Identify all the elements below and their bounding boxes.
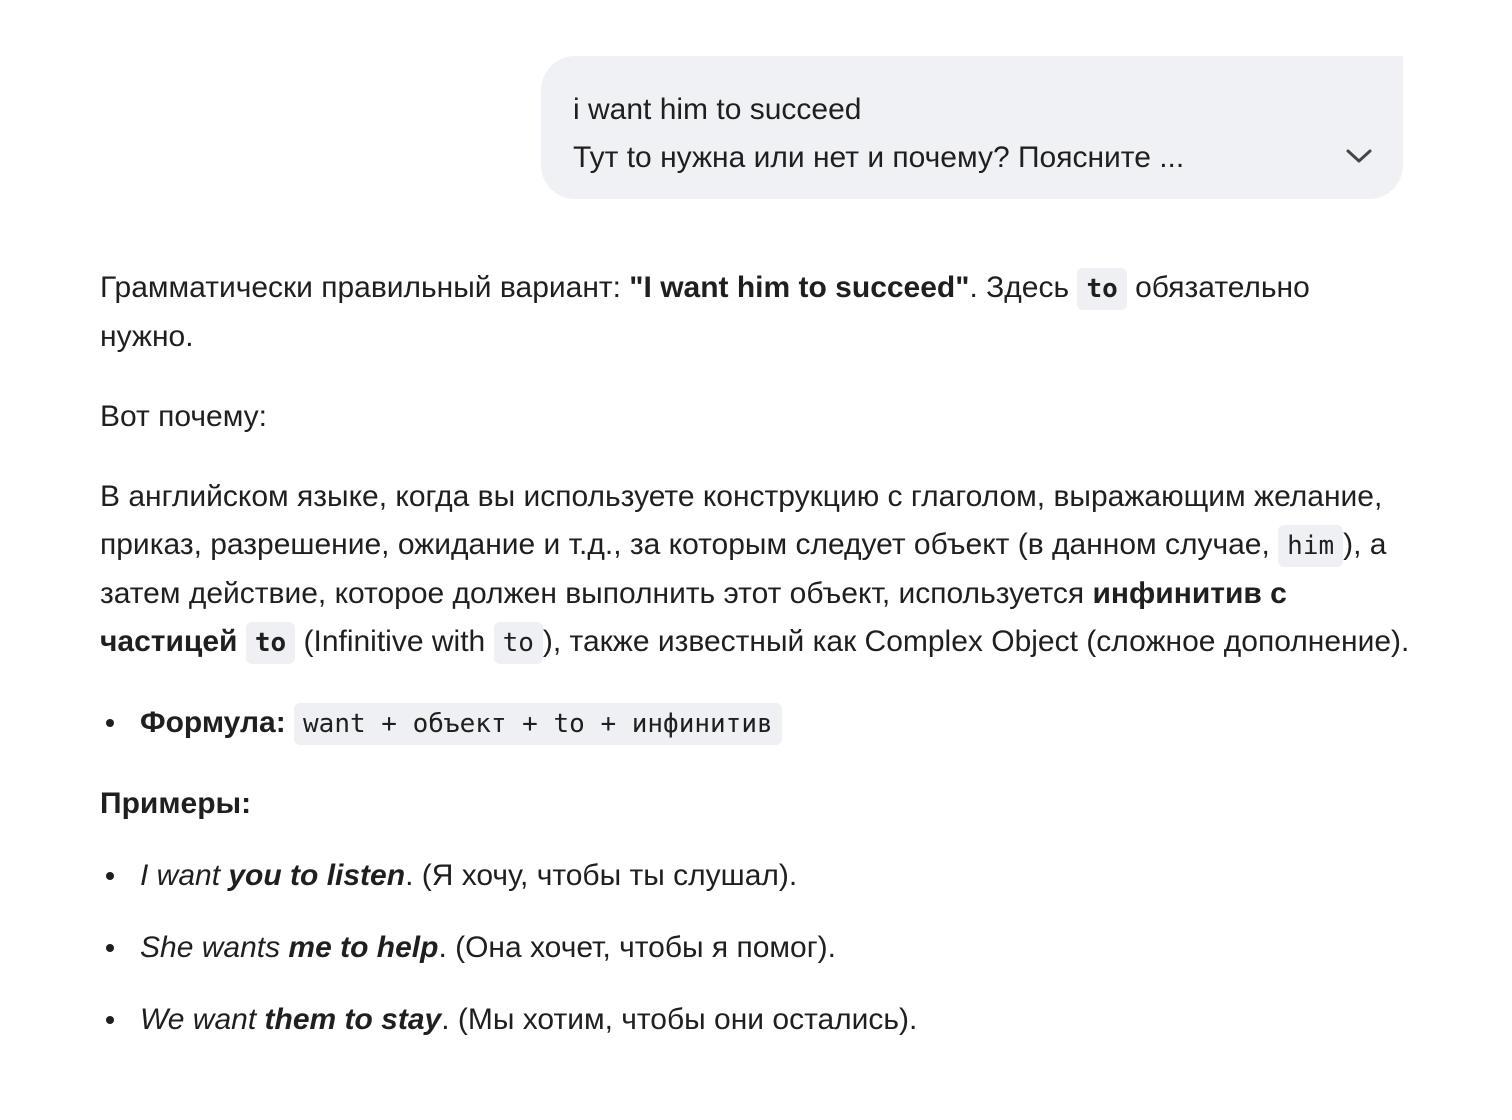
bold-text: "I want him to succeed" <box>629 271 970 304</box>
text: Грамматически правильный вариант: <box>100 271 630 304</box>
list-item <box>100 699 1410 748</box>
list-item <box>100 924 1410 972</box>
user-message-line-1: i want him to succeed <box>573 93 862 126</box>
example-italic: I want <box>140 859 229 892</box>
list-item <box>100 852 1410 900</box>
text: ), также известный как Complex Object (сложное дополнение). <box>542 625 1410 658</box>
example-bold: you to listen <box>228 859 406 892</box>
inline-code: to <box>1077 268 1126 310</box>
text: обязательно нужно. <box>100 271 1310 353</box>
user-message-bubble <box>541 56 1403 199</box>
bold-text: инфинитив с частицей <box>100 577 1287 658</box>
text: В английском языке, когда вы используете конструкцию с глаголом, выражающим желание, приказ, разрешение, ожидание и т.д., за которым следует объект (в данном случае, <box>100 480 1383 561</box>
chevron-down-icon <box>1345 147 1373 165</box>
expand-message-button[interactable] <box>1341 138 1377 174</box>
text: (Infinitive with <box>295 625 494 658</box>
inline-code: to <box>494 622 543 664</box>
examples-title: Примеры: <box>100 787 252 820</box>
formula-list <box>100 699 1410 748</box>
examples-list <box>100 852 1410 1044</box>
formula-label: Формула: <box>140 706 286 739</box>
example-bold: me to help <box>288 931 439 964</box>
text: ), а затем действие, которое должен выполнить этот объект, используется <box>100 528 1387 610</box>
bullet <box>106 944 114 952</box>
example-translation: . (Я хочу, чтобы ты слушал). <box>405 859 798 892</box>
example-translation: . (Она хочет, чтобы я помог). <box>438 931 836 964</box>
list-item <box>100 996 1410 1044</box>
bullet <box>106 1016 114 1024</box>
bullet <box>106 872 114 880</box>
inline-code: to <box>246 622 295 664</box>
example-bold: them to stay <box>264 1003 442 1036</box>
text: . Здесь <box>969 271 1078 304</box>
response-paragraph-3 <box>100 473 1410 667</box>
example-translation: . (Мы хотим, чтобы они остались). <box>441 1003 918 1036</box>
example-italic: She wants <box>140 931 289 964</box>
model-response <box>100 264 1410 1068</box>
example-italic: We want <box>140 1003 265 1036</box>
inline-code: him <box>1278 525 1343 567</box>
response-paragraph-1 <box>100 264 1410 361</box>
user-message-line-2: Тут to нужна или нет и почему? Поясните ... <box>573 141 1185 174</box>
response-paragraph-2: Вот почему: <box>100 400 267 433</box>
bullet <box>106 719 114 727</box>
formula-code: want + объект + to + инфинитив <box>294 703 782 745</box>
